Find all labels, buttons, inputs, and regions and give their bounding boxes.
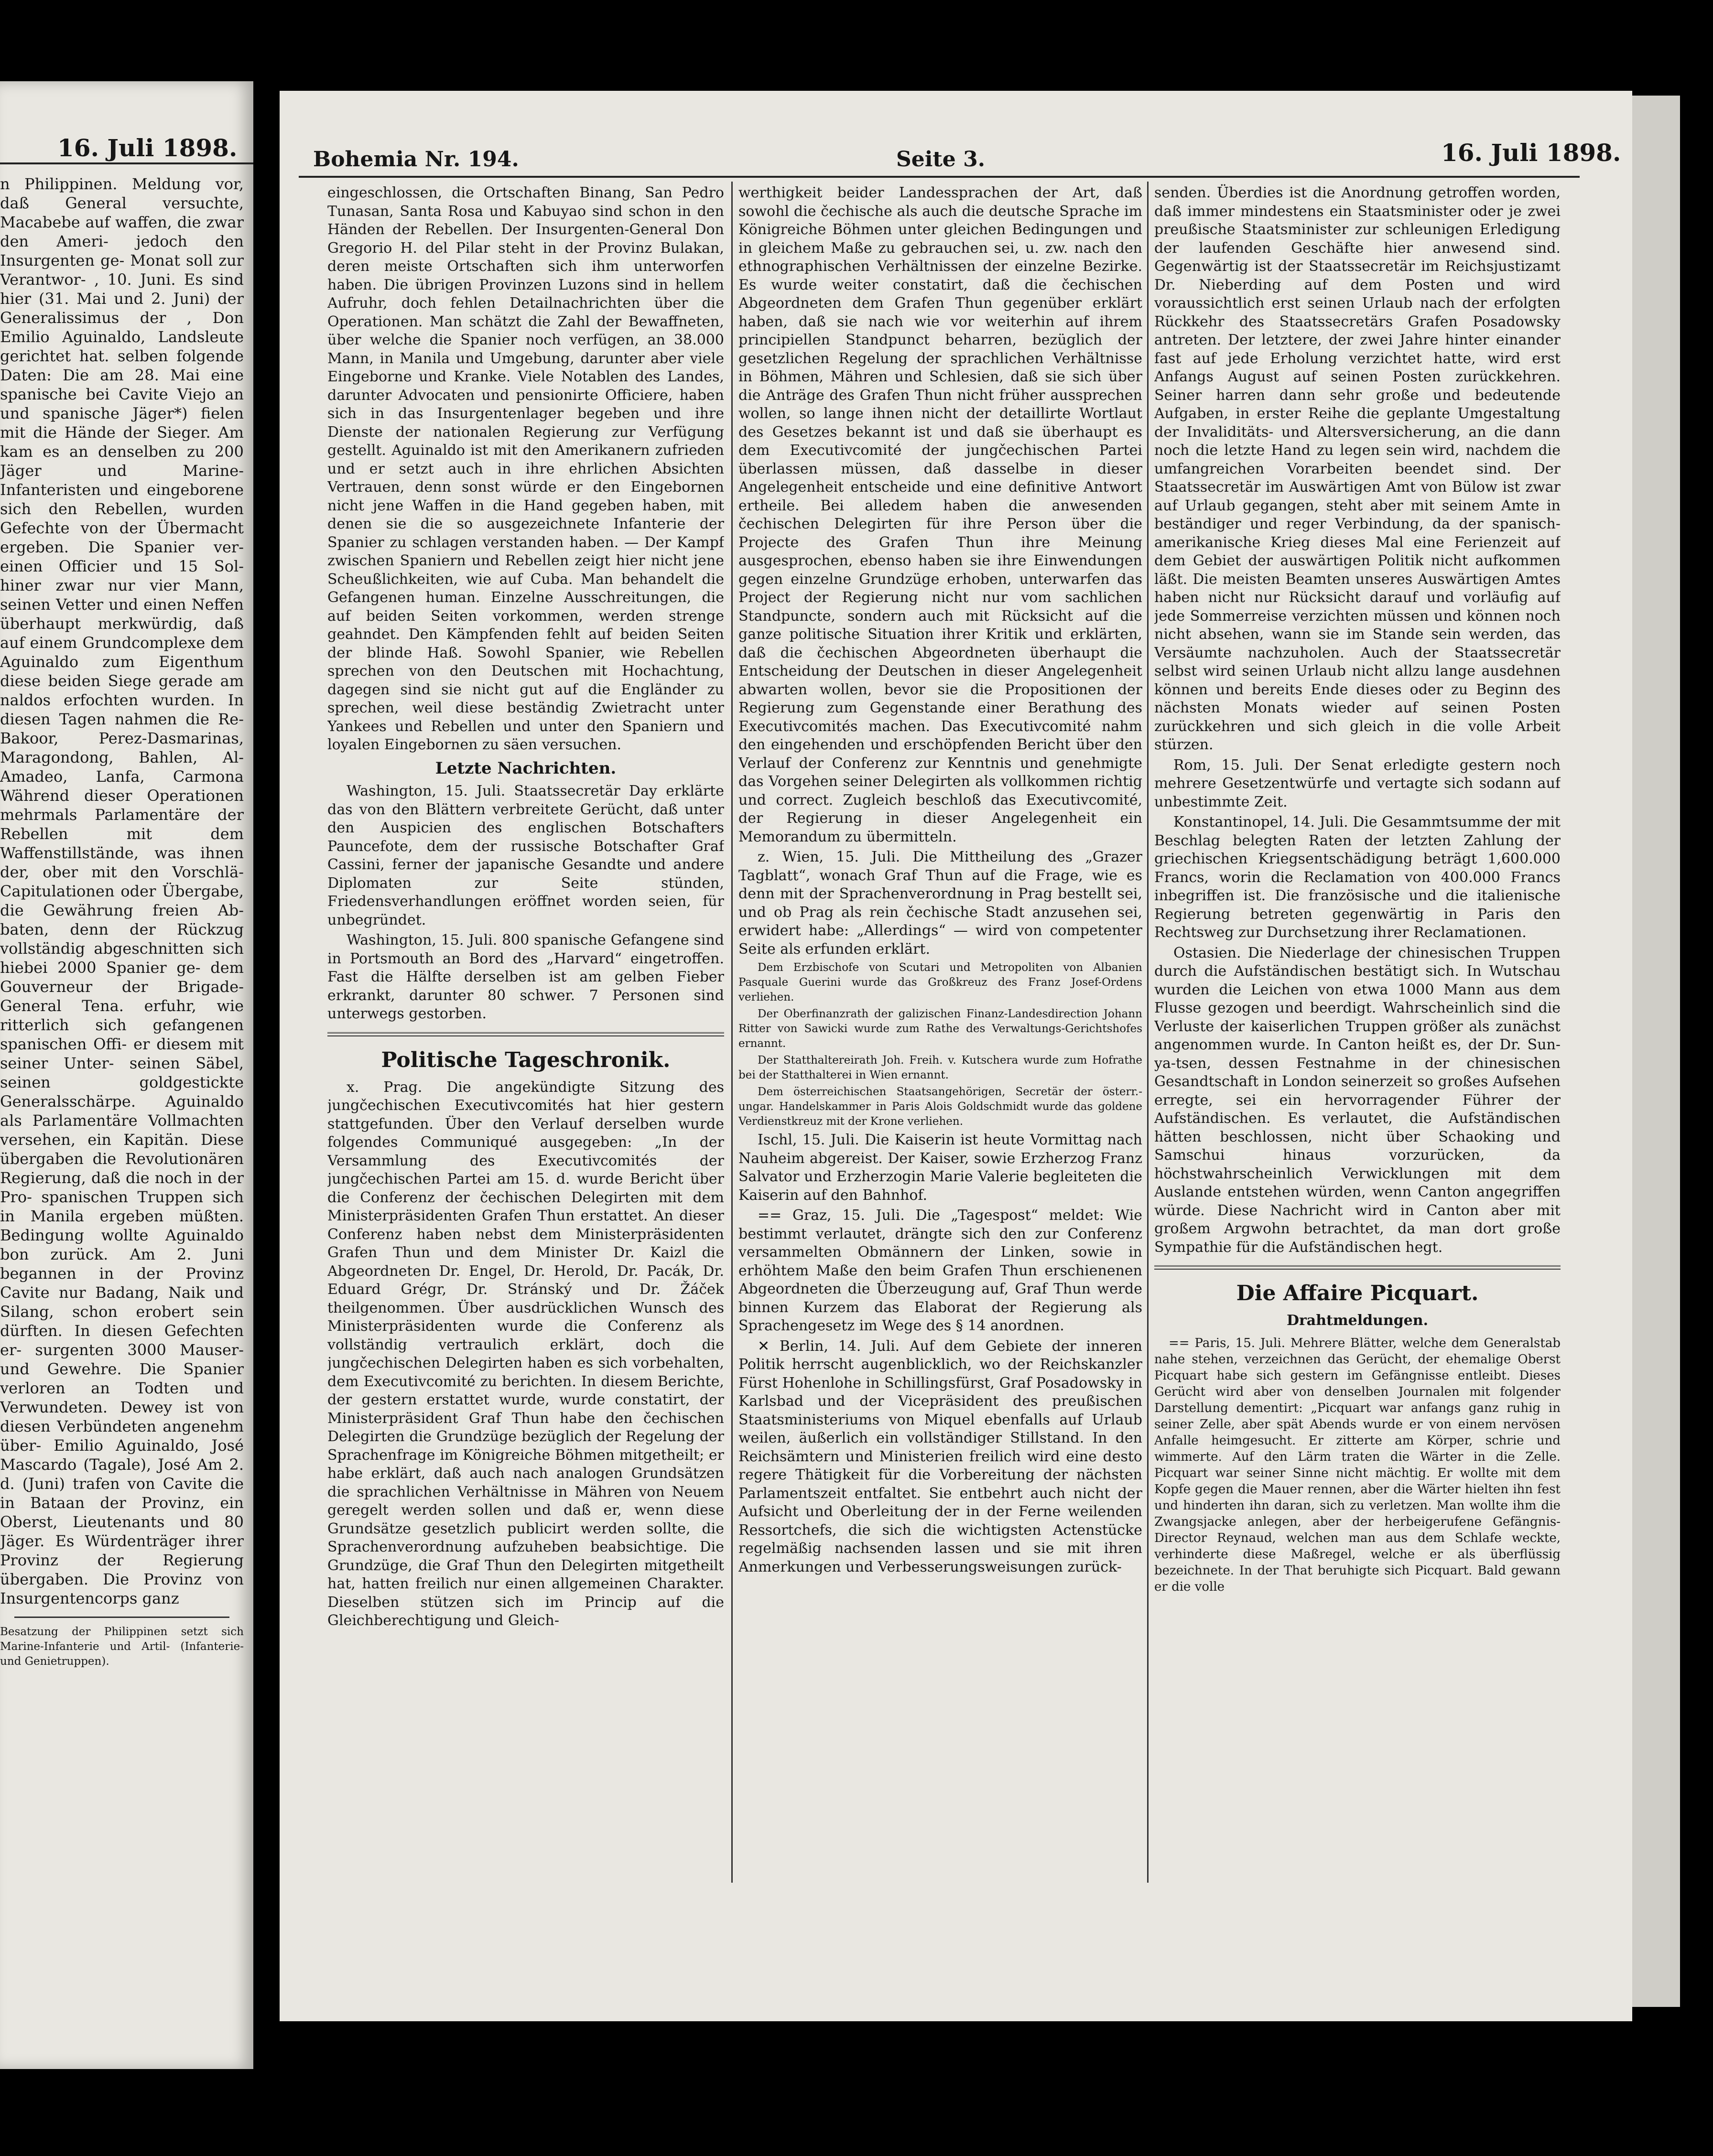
left-footnote-rule bbox=[14, 1617, 229, 1618]
header-page-number: Seite 3. bbox=[896, 147, 986, 172]
next-page-edge bbox=[1632, 96, 1680, 2007]
column-2 bbox=[738, 184, 1142, 1885]
header-paper-number: Bohemia Nr. 194. bbox=[313, 147, 519, 172]
column-3 bbox=[1154, 184, 1561, 1885]
prague-continuation: werthigkeit beider Landessprachen der Art, daß sowohl die čechische als auch die deutsche Sprache im Königreiche Böhmen unter gleichen Bedingungen und in gleichem Maße zu gebrauchen sei, u. zw. nach den ethnographischen Verhältnissen der einzelne Bezirke. Es wurde weiter constatirt, daß die čechischen Abgeordneten dem Grafen Thun gegenüber erklärt haben, daß sie nach wie vor weiterhin auf ihrem principiellen Standpunct beharren, bezüglich der gesetzlichen Regelung der sprachlichen Verhältnisse in Böhmen, Mähren und Schlesien, daß sie sich über die Anträge des Grafen Thun nicht früher aussprechen wollen, so lange ihnen nicht der detaillirte Wortlaut des Gesetzes bekannt ist und daß sie überhaupt es dem Executivcomité der jungčechischen Partei überlassen müssen, daß dasselbe in dieser Angelegenheit entscheide und eine definitive Antwort ertheile. Bei alledem haben die anwesenden čechischen Delegirten für ihre Person über die Projecte des Grafen Thun ihre Meinung ausgesprochen, ebenso haben sie ihre Einwendungen gegen einzelne Grundzüge erhoben, unterwarfen das Project der Regierung nicht nur vom sachlichen Standpuncte, sondern auch mit Rücksicht auf die ganze politische Situation ihrer Kritik und erklärten, daß die čechischen Abgeordneten überhaupt die Entscheidung der Deutschen in dieser Angelegenheit abwarten wollen, bevor sie die Propositionen der Regierung zum Gegenstande einer Berathung des Executivcomités machen. Das Executivcomité nahm den eingehenden und erschöpfenden Bericht über den Verlauf der Conferenz zur Kenntnis und genehmigte das Vorgehen seiner Delegirten als vollkommen richtig und correct. Zugleich beschloß das Executivcomité, der Regierung in dieser Angelegenheit ein Memorandum zu übermitteln. bbox=[738, 184, 1142, 845]
article-ischl: Ischl, 15. Juli. Die Kaiserin ist heute Vormittag nach Nauheim abgereist. Der Kaiser, sowie Erzherzog Franz Salvator und Erzherzogin Marie Valerie begleiteten die Kaiserin auf den Bahnhof. bbox=[738, 1132, 1142, 1204]
article-berlin: ✕ Berlin, 14. Juli. Auf dem Gebiete der inneren Politik herrscht augenblicklich, wo der Reichskanzler Fürst Hohenlohe in Schillingsfürst, Graf Posadowsky in Karlsbad und der Vicepräsident des preußischen Staatsministeriums von Miquel ebenfalls auf Urlaub weilen, äußerlich ein vollständiger Stillstand. In den Reichsämtern und Ministerien freilich wird eine desto regere Thätigkeit für die Vorbereitung der nächsten Parlamentszeit entfaltet. Sie entbehrt auch nicht der Aufsicht und Oberleitung der in der Ferne weilenden Ressortchefs, die sich die wichtigsten Actenstücke regelmäßig nachsenden lassen und sie mit ihren Anmerkungen und Verbesserungsweisungen zurück- bbox=[738, 1337, 1142, 1575]
article-paris: == Paris, 15. Juli. Mehrere Blätter, welche dem Generalstab nahe stehen, verzeichnen das Gerücht, der ehemalige Oberst Picquart habe sich gestern im Gefängnisse entleibt. Dieses Gerücht wird aber von denselben Journalen mit folgender Darstellung dementirt: „Picquart war anfangs ganz ruhig in seiner Zelle, aber spät Abends wurde er von einem nervösen Anfalle heimgesucht. Er zitterte am Körper, schrie und wimmerte. Auf den Lärm traten die Wärter in die Zelle. Picquart war seiner Sinne nicht mächtig. Er wollte mit dem Kopfe gegen die Mauer rennen, aber die Wärter hielten ihn fest und hinderten ihn daran, sich zu verletzen. Man wollte ihm die Zwangsjacke anlegen, aber der herbeigerufene Gefängnis-Director Reynaud, welchen man aus dem Schlafe weckte, verhinderte diese Maßregel, welche er als überflüssig bezeichnete. In der That beruhigte sich Picquart. Bald gewann er die volle bbox=[1154, 1336, 1561, 1594]
telegrams-subheading: Drahtmeldungen. bbox=[1286, 1312, 1429, 1329]
article-graz: == Graz, 15. Juli. Die „Tagespost“ meldet: Wie bestimmt verlautet, drängte sich den zur Conferenz versammelten Obmännern der Linken, sowie in erhöhtem Maße den beim Grafen Thun erschienenen Abgeordneten die Überzeugung auf, Graf Thun werde binnen Kurzem das Elaborat der Regierung als Sprachengesetz im Wege des § 14 anordnen. bbox=[738, 1207, 1142, 1334]
political-chronicle-heading: Politische Tageschronik. bbox=[381, 1047, 671, 1072]
affaire-picquart-heading: Die Affaire Picquart. bbox=[1236, 1281, 1479, 1305]
article-washington-2: Washington, 15. Juli. 800 spanische Gefangene sind in Portsmouth an Bord des „Harvard“ eingetroffen. Fast die Hälfte derselben ist am gelben Fieber erkrankt, darunter 80 schwer. 7 Personen sind unterwegs gestorben. bbox=[327, 932, 724, 1022]
header-rule bbox=[299, 176, 1580, 178]
left-page-footnote: Besatzung der Philippinen setzt sich Marine-Infanterie und Artil- (Infanterie- und Genietruppen). bbox=[0, 1626, 244, 1668]
section-rule-2 bbox=[1154, 1265, 1561, 1270]
left-header-rule bbox=[0, 162, 253, 164]
newspaper-page bbox=[280, 91, 1632, 2021]
notice-goldschmidt: Dem österreichischen Staatsangehörigen, Secretär der österr.-ungar. Handelskammer in Paris Alois Goldschmidt wurde das goldene Verdienstkreuz mit der Krone verliehen. bbox=[738, 1086, 1142, 1128]
column-divider-2 bbox=[1147, 182, 1149, 1883]
left-page-text: n Philippinen. Meldung vor, daß General versuchte, Macabebe auf waffen, die zwar den Ameri- jedoch den Insurgenten ge- Monat soll zur Verantwor- , 10. Juni. Es sind hier (31. Mai und 2. Juni) der Generalissimus der , Don Emilio Aguinaldo, Landsleute gerichtet hat. selben folgende Daten: Die am 28. Mai eine spanische bei Cavite Viejo an und spanische Jäger*) fielen mit die Hände der Sieger. Am kam es an denselben zu 200 Jäger und Marine- Infanteristen und eingeborene sich den Rebellen, wurden Gefechte von der Übermacht ergeben. Die Spanier ver- einen Officier und 15 Sol- hiner zwar nur vier Mann, seinen Vetter und einen Neffen überhaupt merkwürdig, daß auf einem Grundcomplexe dem Aguinaldo zum Eigenthum diese beiden Siege gerade am naldos erfochten wurden. In diesen Tagen nahmen die Re- Bakoor, Perez-Dasmarinas, Maragondong, Bahlen, Al- Amadeo, Lanfa, Carmona Während dieser Operationen mehrmals Parlamentäre der Rebellen mit dem Waffenstillstände, was ihnen der, ober mit den Vorschlä- Capitulationen oder Übergabe, die Gewährung freien Ab- baten, denn der Rückzug vollständig abgeschnitten sich hiebei 2000 Spanier ge- dem Gouverneur der Brigade-General Tena. erfuhr, wie ritterlich sich gefangenen spanischen Offi- er diesem mit seiner Unter- seinen Säbel, seinen goldgestickte Generalsschärpe. Aguinaldo als Parlamentäre Vollmachten versehen, ein Kapitän. Diese übergaben die Revolutionären Regierung, daß die noch in der Pro- spanischen Truppen sich in Manila ergeben müßten. Bedingung wollte Aguinaldo bon zurück. Am 2. Juni begannen in der Provinz Cavite nur Badang, Naik und Silang, schon erobert sein dürften. In diesen Gefechten er- surgenten 3000 Mauser- und Gewehre. Die Spanier verloren an Todten und Verwundeten. Dewey ist von diesen Verbündeten angenehm über- Emilio Aguinaldo, José Mascardo (Tagale), José Am 2. d. (Juni) trafen von Cavite die in Bataan der Provinz, ein Oberst, Lieutenants und 80 Jäger. Es Würdenträger ihrer Provinz der Regierung übergaben. Die Provinz von Insurgentencorps ganz bbox=[0, 175, 244, 1607]
article-constantinople: Konstantinopel, 14. Juli. Die Gesammtsumme der mit Beschlag belegten Raten der letzten Zahlung der griechischen Kriegsentschädigung beträgt 1,600.000 Francs, worin die Reclamation von 400.000 Francs inbegriffen ist. Die französische und die italienische Regierung betreten gegenwärtig in Paris den Rechtsweg zur Durchsetzung ihrer Reclamationen. bbox=[1154, 814, 1561, 941]
article-washington-1: Washington, 15. Juli. Staatssecretär Day erklärte das von den Blättern verbreitete Gerücht, daß unter den Auspicien des englischen Botschafters Pauncefote, dem der russische Botschafter Graf Cassini, ferner der japanische Gesandte und andere Diplomaten zur Seite stünden, Friedensverhandlungen eröffnet worden seien, für unbegründet. bbox=[327, 783, 724, 928]
article-vienna: z. Wien, 15. Juli. Die Mittheilung des „Grazer Tagblatt“, wonach Graf Thun auf die Frage, wie es denn mit der Sprachenverordnung in Prag bestellt sei, und ob Prag als rein čechische Stadt anzusehen sei, erwidert habe: „Allerdings“ — wird von competenter Seite als erfunden erklärt. bbox=[738, 849, 1142, 958]
philippines-continuation: eingeschlossen, die Ortschaften Binang, San Pedro Tunasan, Santa Rosa und Kabuyao sind schon in den Händen der Rebellen. Der Insurgenten-General Don Gregorio H. del Pilar steht in der Provinz Bulakan, deren meiste Ortschaften sich ihm unterworfen haben. Die übrigen Provinzen Luzons sind in hellem Aufruhr, doch fehlen Detailnachrichten über die Operationen. Man schätzt die Zahl der Bewaffneten, über welche die Spanier noch verfügen, an 38.000 Mann, in Manila und Umgebung, darunter aber viele Eingeborne und Kranke. Viele Notablen des Landes, darunter Advocaten und pensionirte Officiere, haben sich in das Insurgentenlager begeben und ihre Dienste der nationalen Regierung zur Verfügung gestellt. Aguinaldo ist mit den Amerikanern zufrieden und er setzt auch in ihre ehrlichen Absichten Vertrauen, denn sonst würde er den Eingebornen nicht jene Waffen in die Hand gegeben haben, mit denen sie die so ausgezeichnete Infanterie der Spanier zu schlagen verstanden haben. — Der Kampf zwischen Spaniern und Rebellen zeigt hier nicht jene Scheußlichkeiten, wie auf Cuba. Man behandelt die Gefangenen human. Einzelne Ausschreitungen, die auf beiden Seiten vorkommen, werden strenge geahndet. Den Kämpfenden fehlt auf beiden Seiten der blinde Haß. Sowohl Spanier, wie Rebellen sprechen von den Deutschen mit Hochachtung, dagegen sind sie nicht gut auf die Engländer zu sprechen, weil diese beständig Zwietracht unter Yankees und Rebellen und unter den Spaniern und loyalen Eingebornen zu säen versuchen. bbox=[327, 184, 724, 753]
latest-news-heading: Letzte Nachrichten. bbox=[435, 758, 617, 778]
left-page-date: 16. Juli 1898. bbox=[57, 134, 238, 162]
header-date: 16. Juli 1898. bbox=[1441, 139, 1621, 167]
article-rome: Rom, 15. Juli. Der Senat erledigte gestern noch mehrere Gesetzentwürfe und vertagte sich sodann auf unbestimmte Zeit. bbox=[1154, 756, 1561, 810]
left-page-column bbox=[0, 174, 244, 1952]
section-rule bbox=[327, 1032, 724, 1036]
berlin-continuation: senden. Überdies ist die Anordnung getroffen worden, daß immer mindestens ein Staatsminister oder je zwei preußische Staatsminister zur schleunigen Erledigung der laufenden Geschäfte hier anwesend sind. Gegenwärtig ist der Staatssecretär im Reichsjustizamt Dr. Nieberding auf dem Posten und wird voraussichtlich erst seinen Urlaub nach der erfolgten Rückkehr des Staatssecretärs Grafen Posadowsky antreten. Der letztere, der zwei Jahre hinter einander fast auf jede Erholung verzichtet hatte, wird erst Anfangs August auf seinen Posten zurückkehren. Seiner harren dann sehr große und bedeutende Aufgaben, in erster Reihe die geplante Umgestaltung der Invaliditäts- und Altersversicherung, an die dann noch die letzte Hand zu legen sein wird, nachdem die umfangreichen Vorarbeiten beendet sind. Der Staatssecretär im Auswärtigen Amt von Bülow ist zwar auf Urlaub gegangen, steht aber mit seinem Amte in beständiger und reger Verbindung, da der spanisch-amerikanische Krieg dieses Mal eine Ferienzeit auf dem Gebiet der auswärtigen Politik nicht aufkommen läßt. Die meisten Beamten unseres Auswärtigen Amtes haben nicht nur Rücksicht darauf und vorläufig auf jede Sommerreise verzichten müssen und können noch nicht absehen, wann sie im Stande sein werden, das Versäumte nachzuholen. Auch der Staatssecretär selbst wird seinen Urlaub nicht allzu lange ausdehnen können und bereits Ende dieses oder zu Beginn des nächsten Monats wieder auf seinen Posten zurückkehren und sich gleich in die volle Arbeit stürzen. bbox=[1154, 184, 1561, 753]
article-east-asia: Ostasien. Die Niederlage der chinesischen Truppen durch die Aufständischen bestätigt sich. In Wutschau wurden die Leichen von etwa 1000 Mann aus dem Flusse gezogen und beerdigt. Wahrscheinlich sind die Verluste der kaiserlichen Truppen größer als zunächst angenommen wurde. In Canton heißt es, der Dr. Sun-ya-tsen, dessen Festnahme in der chinesischen Gesandtschaft in London seinerzeit so großes Aufsehen erregte, sei ein hervorragender Führer der Aufständischen. Es verlautet, die Aufständischen hätten beschlossen, nicht über Schaoking und Samschui hinaus vorzurücken, da höchstwahrscheinlich Verwicklungen mit dem Auslande entstehen würden, wenn Canton angegriffen würde. Diese Nachricht wird in Canton aber mit großem Argwohn betrachtet, da man dort große Sympathie für die Aufständischen hegt. bbox=[1154, 944, 1561, 1256]
notice-kutschera: Der Statthaltereirath Joh. Freih. v. Kutschera wurde zum Hofrathe bei der Statthalterei in Wien ernannt. bbox=[738, 1054, 1142, 1081]
column-divider-1 bbox=[731, 182, 733, 1883]
notice-scutari: Dem Erzbischofe von Scutari und Metropoliten von Albanien Pasquale Guerini wurde das Großkreuz des Franz Josef-Ordens verliehen. bbox=[738, 961, 1142, 1003]
notice-sawicki: Der Oberfinanzrath der galizischen Finanz-Landesdirection Johann Ritter von Sawicki wurde zum Rathe des Verwaltungs-Gerichtshofes ernannt. bbox=[738, 1008, 1142, 1050]
left-page-fragment bbox=[0, 81, 253, 2069]
article-prague: x. Prag. Die angekündigte Sitzung des jungčechischen Executivcomités hat hier gestern stattgefunden. Über den Verlauf derselben wurde folgendes Communiqué ausgegeben: „In der Versammlung des Executivcomités der jungčechischen Partei am 15. d. wurde Bericht über die Conferenz der čechischen Delegirten mit dem Ministerpräsidenten Grafen Thun erstattet. An dieser Conferenz haben nebst dem Ministerpräsidenten Grafen Thun und dem Minister Dr. Kaizl die Abgeordneten Dr. Engel, Dr. Herold, Dr. Pacák, Dr. Eduard Grégr, Dr. Stránský und Dr. Žáček theilgenommen. Über ausdrücklichen Wunsch des Ministerpräsidenten wurde die Conferenz als vollständig vertraulich erklärt, doch die jungčechischen Delegirten haben es sich vorbehalten, dem Executivcomité zu berichten. In diesem Berichte, der gestern erstattet wurde, wurde constatirt, der Ministerpräsident Graf Thun habe den čechischen Delegirten die Grundzüge bezüglich der Regelung der Sprachenfrage im Königreiche Böhmen mitgetheilt; er habe erklärt, daß auch nach analogen Grundsätzen die sprachlichen Verhältnisse in Mähren von Neuem geregelt werden sollen und daß er, wenn diese Grundsätze gesetzlich publicirt werden sollte, die Sprachenverordnung aufzuheben beabsichtige. Die Grundzüge, die Graf Thun den Delegirten mitgetheilt hat, hatten freilich nur einen allgemeinen Charakter. Dieselben stützen sich im Princip auf die Gleichberechtigung und Gleich- bbox=[327, 1078, 724, 1629]
column-1 bbox=[327, 184, 724, 1885]
